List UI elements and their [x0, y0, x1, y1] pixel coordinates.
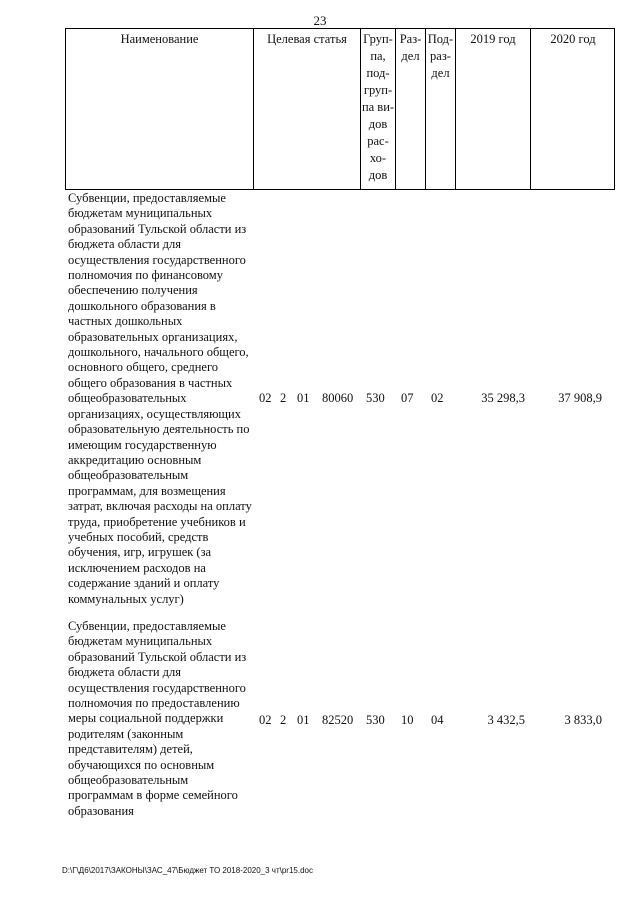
value-2019: 3 432,5: [487, 713, 525, 727]
value-2020: 3 833,0: [564, 713, 602, 727]
column-divider: [530, 29, 531, 189]
header-2020: 2020 год: [550, 32, 596, 46]
header-target: Целевая статья: [267, 32, 347, 46]
target-code-program: 02: [259, 713, 272, 727]
target-code-direction: 82520: [322, 713, 354, 727]
target-code-main-event: 01: [297, 391, 310, 405]
header-2019: 2019 год: [470, 32, 516, 46]
document-path-footer: D:\Г\Д6\2017\ЗАКОНЫ\ЗАС_47\Бюджет ТО 2018-2020_3 чт\pr15.doc: [62, 866, 313, 875]
group-code: 530: [366, 713, 385, 727]
subsection-code: 04: [431, 713, 444, 727]
target-code-main-event: 01: [297, 713, 310, 727]
target-code-subprogram: 2: [280, 391, 287, 405]
header-section: Раз- дел: [399, 32, 422, 63]
value-2020: 37 908,9: [558, 391, 602, 405]
header-name: Наименование: [120, 32, 199, 46]
group-code: 530: [366, 391, 385, 405]
target-code-direction: 80060: [322, 391, 354, 405]
page-number: 23: [313, 13, 327, 28]
column-divider: [455, 29, 456, 189]
subsection-code: 02: [431, 391, 444, 405]
header-group: Груп- па, под- груп- па ви- дов рас- хо- дов: [361, 32, 395, 182]
section-code: 07: [401, 391, 414, 405]
target-code-subprogram: 2: [280, 713, 287, 727]
column-divider: [253, 29, 254, 189]
target-code-program: 02: [259, 391, 272, 405]
table-row-name: Субвенции, предоставляемые бюджетам муниципальных образований Тульской области из бюджета области для осуществления государственного полномочия по предоставлению меры социальной поддержки родителям (законным представителям) детей, обучающихся по основным общеобразовательным программам в форме семейного образования: [68, 619, 247, 818]
value-2019: 35 298,3: [481, 391, 525, 405]
section-code: 10: [401, 713, 414, 727]
header-subsection: Под- раз- дел: [427, 32, 454, 80]
table-row-name: Субвенции, предоставляемые бюджетам муниципальных образований Тульской области из бюджета области для осуществления государственного полномочия по финансовому обеспечению получения дошкольного образования в частных дошкольных образовательных организациях, дошкольного, начального общего, основного общего, среднего общего образования в частных общеобразовательных организациях, осуществляющих образовательную деятельность по имеющим государственную аккредитацию основным общеобразовательным программам, для возмещения затрат, включая расходы на оплату труда, приобретение учебников и учебных пособий, средств обучения, игр, игрушек (за исключением расходов на содержание зданий и оплату коммунальных услуг): [68, 191, 252, 606]
table-header: [65, 28, 615, 190]
